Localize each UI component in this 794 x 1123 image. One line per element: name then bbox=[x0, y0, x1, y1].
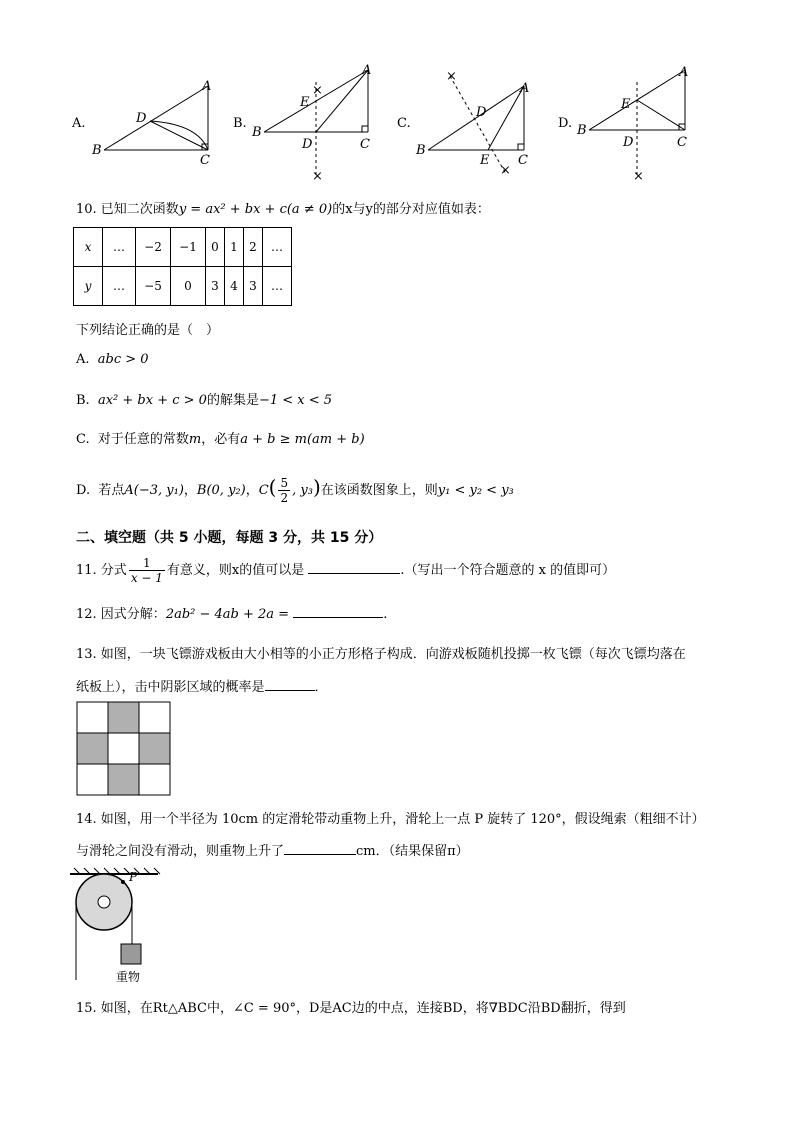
q10-option-a[interactable]: A. abc > 0 bbox=[76, 352, 149, 367]
q13-answer-blank[interactable] bbox=[265, 678, 315, 691]
label-p: P bbox=[129, 870, 138, 884]
svg-text:C: C bbox=[677, 135, 687, 150]
svg-text:B: B bbox=[252, 125, 262, 140]
svg-text:D: D bbox=[302, 137, 313, 152]
segment-ab bbox=[104, 86, 208, 150]
q10-stem: 10. 已知二次函数y = ax² + bx + c(a ≠ 0)的x与y的部分对应值如表： bbox=[76, 202, 490, 217]
q11: 11. 分式 $\frac{1}{x - 1}$ 有意义，则x的值可以是 .（写出一个符合题意的 x 的值即可） bbox=[76, 556, 616, 585]
svg-text:A: A bbox=[520, 81, 530, 96]
q14-line2: 与滑轮之间没有滑动，则重物上升了 cm．（结果保留π） bbox=[76, 844, 469, 859]
svg-text:E: E bbox=[621, 97, 631, 112]
q9-option-d-letter: D. bbox=[558, 116, 573, 131]
svg-text:×: × bbox=[312, 169, 323, 184]
blank-cell bbox=[77, 764, 108, 795]
q9-option-b-letter: B. bbox=[233, 116, 247, 131]
q12-answer-blank[interactable] bbox=[293, 605, 383, 618]
label-d: D bbox=[136, 111, 147, 126]
shaded-cell bbox=[108, 764, 139, 795]
q13-line1: 13. 如图，一块飞镖游戏板由大小相等的小正方形格子构成．向游戏板随机投掷一枚飞镖（每次飞镖均落在 bbox=[76, 647, 686, 662]
q11-answer-blank[interactable] bbox=[308, 561, 400, 574]
svg-text:A: A bbox=[362, 63, 372, 78]
q10-option-d[interactable]: D. 若点A(−3, y₁)，B(0, y₂)，C( $\frac{5}{2}$ , y₃)在该函数图象上，则y₁ < y₂ < y₃ bbox=[76, 475, 514, 505]
svg-text:×: × bbox=[500, 163, 511, 178]
pulley-hub bbox=[98, 896, 110, 908]
blank-cell bbox=[139, 702, 170, 733]
shaded-cell bbox=[108, 702, 139, 733]
blank-cell bbox=[108, 733, 139, 764]
svg-text:B: B bbox=[577, 123, 587, 138]
blank-cell bbox=[77, 702, 108, 733]
pulley-figure bbox=[68, 868, 168, 986]
q9-figure-c bbox=[414, 70, 554, 190]
svg-text:D: D bbox=[476, 105, 487, 120]
svg-text:B: B bbox=[416, 143, 426, 158]
shaded-cell bbox=[77, 733, 108, 764]
svg-text:C: C bbox=[360, 137, 370, 152]
shaded-cell bbox=[139, 733, 170, 764]
q9-option-c-letter: C. bbox=[397, 116, 411, 131]
svg-text:D: D bbox=[623, 135, 634, 150]
label-weight: 重物 bbox=[116, 970, 141, 984]
q15-line1: 15. 如图，在Rt△ABC中，∠C = 90°，D是AC边的中点，连接BD，将∇BDC沿BD翻折，得到 bbox=[76, 1001, 626, 1016]
label-a: A bbox=[202, 79, 212, 94]
section-heading: 二、填空题（共 5 小题，每题 3 分，共 15 分） bbox=[76, 530, 383, 546]
q14-line1: 14. 如图，用一个半径为 10cm 的定滑轮带动重物上升，滑轮上一点 P 旋转了 120°，假设绳索（粗细不计） bbox=[76, 812, 705, 827]
table-row-y: y … −5 0 3 4 3 … bbox=[74, 267, 292, 306]
svg-text:A: A bbox=[679, 65, 689, 80]
dartboard-grid bbox=[76, 701, 174, 795]
label-c: C bbox=[200, 153, 210, 168]
q9-figure-a bbox=[90, 72, 230, 172]
perp-bisector bbox=[450, 76, 506, 174]
svg-text:×: × bbox=[446, 69, 457, 84]
q10-question: 下列结论正确的是（ ） bbox=[76, 323, 220, 338]
q9-option-a-letter: A. bbox=[72, 116, 86, 131]
weight-block bbox=[121, 944, 141, 964]
svg-text:×: × bbox=[633, 169, 644, 184]
q10-option-b[interactable]: B. ax² + bx + c > 0的解集是−1 < x < 5 bbox=[76, 393, 333, 408]
q9-figure-b bbox=[250, 64, 390, 184]
svg-text:E: E bbox=[300, 95, 310, 110]
q13-line2: 纸板上），击中阴影区域的概率是 ． bbox=[76, 680, 328, 695]
q9-figure-d bbox=[575, 64, 715, 184]
blank-cell bbox=[139, 764, 170, 795]
q14-answer-blank[interactable] bbox=[284, 842, 356, 855]
table-row-x: x … −2 −1 0 1 2 … bbox=[74, 228, 292, 267]
q10-option-c[interactable]: C. 对于任意的常数m，必有a + b ≥ m(am + b) bbox=[76, 432, 365, 447]
q12: 12. 因式分解：2ab² − 4ab + 2a = . bbox=[76, 607, 388, 622]
q10-value-table bbox=[73, 227, 292, 306]
point-p bbox=[121, 880, 125, 884]
svg-text:E: E bbox=[480, 153, 490, 168]
segment-dc bbox=[150, 121, 208, 150]
svg-text:C: C bbox=[518, 153, 528, 168]
label-b: B bbox=[92, 143, 102, 158]
svg-text:×: × bbox=[312, 83, 323, 98]
